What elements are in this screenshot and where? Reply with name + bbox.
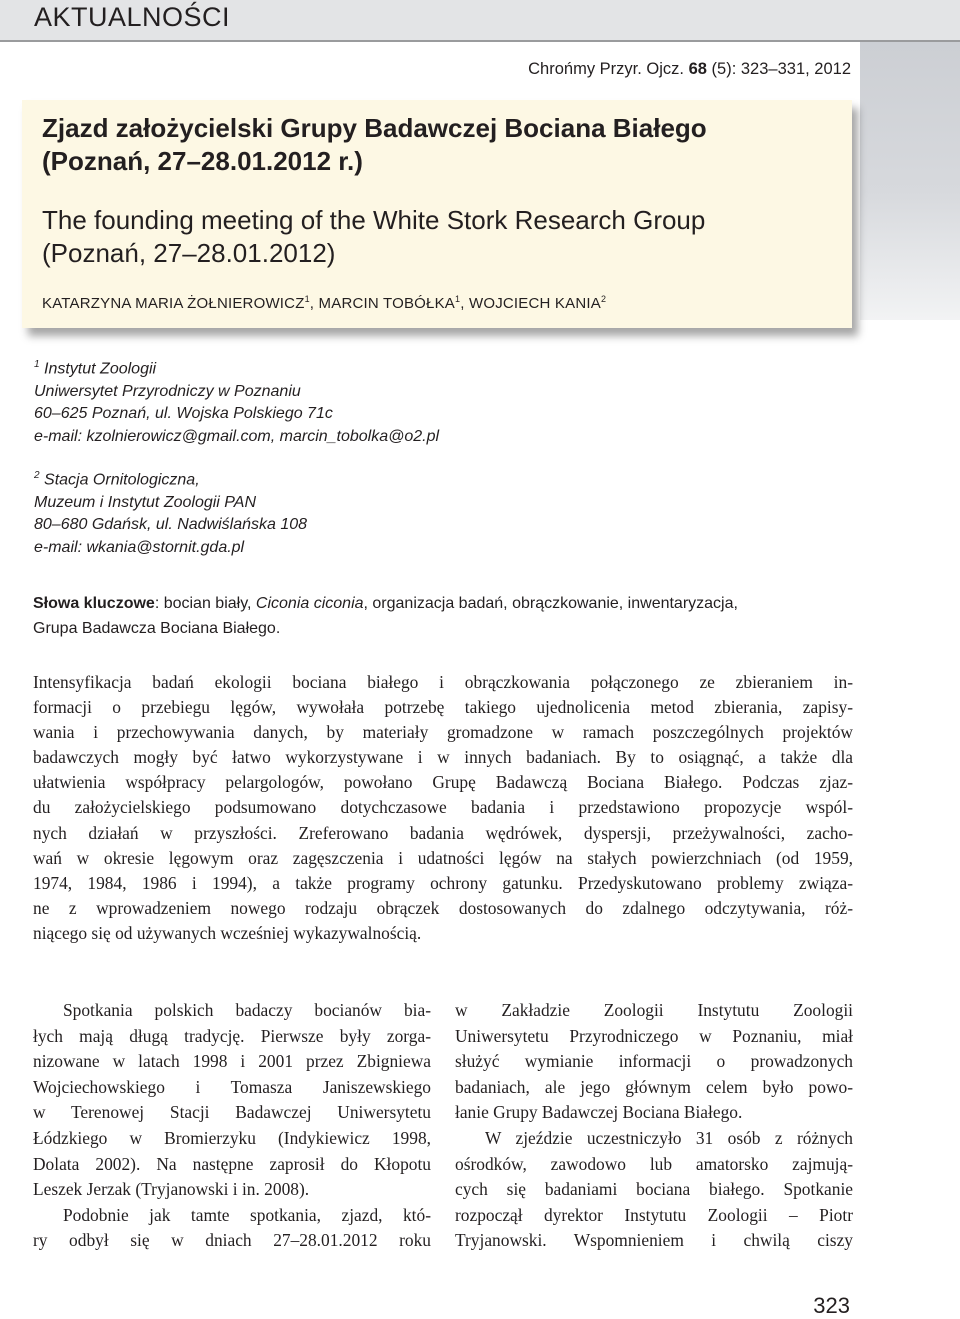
author-affiliation-mark: 1: [304, 294, 310, 304]
journal-citation: [528, 60, 851, 79]
author-list: KATARZYNA MARIA ŻOŁNIEROWICZ$^1$, MARCIN TOBÓŁKA$^1$, WOJCIECH KANIA$^2$: [42, 294, 607, 312]
affiliation-2: [34, 465, 734, 559]
affiliation-number: 1: [34, 359, 40, 370]
body-line: Leszek Jerzak (Tryjanowski i in. 2008).: [33, 1179, 310, 1200]
body-line: Łódzkiego w Bromierzyku (Indykiewicz 1998,: [33, 1127, 431, 1148]
section-title: AKTUALNOŚCI: [34, 2, 231, 32]
citation-pages-year: (5): 323–331, 2012: [711, 60, 851, 78]
body-line: W zjeździe uczestniczyło 31 osób z różnych: [485, 1127, 853, 1148]
body-line: Podobnie jak tamte spotkania, zjazd, któ-: [63, 1204, 431, 1225]
body-line: Tryjanowski. Wspomnieniem i chwilą ciszy: [455, 1230, 853, 1251]
affiliation-email: e-mail: kzolnierowicz@gmail.com, marcin_tobolka@o2.pl: [34, 427, 440, 445]
body-line: Wojciechowskiego i Tomasza Janiszewskiego: [33, 1076, 431, 1097]
keywords-text: , organizacja badań, obrączkowanie, inwentaryzacja,: [363, 595, 738, 612]
body-line: Spotkania polskich badaczy bocianów bia-: [63, 1000, 431, 1020]
body-line: łych mają długą tradycję. Pierwsze były zorga-: [33, 1025, 431, 1046]
body-line: cych się badaniami bociana białego. Spotkanie: [455, 1179, 853, 1200]
abstract-line: du założycielskiego podsumowano dotychczasowe badania i przedstawiono propozycje wspól-: [33, 797, 853, 818]
abstract-line: 1974, 1984, 1986 i 1994), a także programy ochrony gatunku. Przedyskutowano problemy związa-: [33, 872, 853, 893]
affiliation-line: Instytut Zoologii: [44, 360, 157, 378]
author-affiliation-mark: 2: [600, 294, 607, 304]
body-line: w Terenowej Stacji Badawczej Uniwersytetu: [33, 1102, 431, 1123]
keywords-species: Ciconia ciconia: [255, 595, 364, 612]
body-line: rozpoczął dyrektor Instytutu Zoologii – Piotr: [455, 1204, 853, 1225]
body-line: Dolata 2002). Na następne zaprosił do Kłopotu: [33, 1153, 431, 1174]
citation-volume: 68: [688, 60, 707, 78]
body-line: łanie Grupy Badawczej Bociana Białego.: [455, 1102, 743, 1123]
title-polish-line: Zjazd założycielski Grupy Badawczej Bociana Białego: [42, 113, 707, 143]
keywords-label: Słowa kluczowe: [33, 595, 155, 612]
affiliation-line: Stacja Ornitologiczna,: [44, 471, 200, 489]
affiliation-line: 80–680 Gdańsk, ul. Nadwiślańska 108: [34, 516, 308, 534]
abstract-line: wań w okresie lęgowym oraz zagęszczenia i udatności lęgów na stałych powierzchniach (od 1959,: [33, 847, 853, 868]
author-name: WOJCIECH KANIA: [468, 295, 601, 312]
affiliation-1: [34, 354, 734, 448]
body-column-right: [455, 998, 853, 1254]
abstract-line: ułatwienia współpracy pelargologów, powołano Grupę Badawczą Bociana Białego. Podczas zjaz-: [33, 772, 853, 793]
abstract-line: formacji o przebiegu lęgów, wywołała potrzebę takiego ujednolicenia metod zbierania, zapisy-: [33, 697, 853, 718]
title-english-line: (Poznań, 27–28.01.2012): [42, 238, 336, 268]
affiliation-number: 2: [34, 470, 40, 481]
citation-journal: Chrońmy Przyr. Ojcz.: [528, 60, 684, 78]
author-affiliation-mark: 1: [455, 294, 461, 304]
abstract-line: ne z wprowadzeniem nowego rodzaju obrączek dostosowanych do zdalnego odczytywania, róż-: [33, 897, 853, 918]
affiliation-line: Uniwersytet Przyrodniczy w Poznaniu: [34, 382, 301, 400]
keywords: [33, 591, 853, 641]
affiliation-line: 60–625 Poznań, ul. Wojska Polskiego 71c: [34, 405, 333, 423]
body-line: w Zakładzie Zoologii Instytutu Zoologii: [455, 1000, 853, 1020]
body-line: nizowane w latach 1998 i 2001 przez Zbigniewa: [33, 1051, 431, 1072]
header-divider: [0, 40, 960, 42]
abstract-line: nych działań w przyszłości. Zreferowano badania wędrówek, dyspersji, przeżywalności, zacho-: [33, 822, 853, 843]
body-line: służyć wymianie informacji o prowadzonych: [455, 1051, 853, 1072]
section-header: [0, 0, 960, 40]
body-line: ośrodków, zawodowo lub amatorsko zajmują-: [455, 1153, 853, 1174]
abstract-line: niącego się od używanych wcześniej wykazywalnością.: [33, 922, 422, 943]
decorative-side-band: [860, 0, 960, 320]
page-number: 323: [813, 1293, 850, 1318]
keywords-text: Grupa Badawcza Bociana Białego.: [33, 620, 281, 637]
author-name: MARCIN TOBÓŁKA: [318, 295, 455, 312]
body-line: ry odbył się w dniach 27–28.01.2012 roku: [33, 1230, 431, 1251]
affiliation-line: Muzeum i Instytut Zoologii PAN: [34, 493, 257, 511]
keywords-text: : bocian biały,: [154, 595, 256, 612]
abstract: [33, 670, 853, 946]
abstract-line: wania i przechowywania danych, by materiały gromadzone w ramach poszczególnych projektów: [33, 722, 853, 743]
title-english: [42, 204, 832, 270]
title-box: [22, 100, 852, 328]
abstract-line: badawczych mogły być łatwo wykorzystywane i w innych badaniach. By to osiągnąć, a także dla: [33, 747, 853, 768]
body-line: badaniach, ale jego głównym celem było powo-: [455, 1076, 853, 1097]
title-polish: [42, 112, 832, 178]
affiliation-email: e-mail: wkania@stornit.gda.pl: [34, 538, 245, 556]
body-column-left: [33, 998, 431, 1254]
body-line: Uniwersytetu Przyrodniczego w Poznaniu, miał: [455, 1025, 853, 1046]
title-polish-line: (Poznań, 27–28.01.2012 r.): [42, 146, 363, 176]
author-name: KATARZYNA MARIA ŻOŁNIEROWICZ: [42, 295, 305, 312]
title-english-line: The founding meeting of the White Stork Research Group: [42, 205, 706, 235]
abstract-line: Intensyfikacja badań ekologii bociana białego i obrączkowania połączonego ze zbieraniem in-: [33, 672, 853, 692]
